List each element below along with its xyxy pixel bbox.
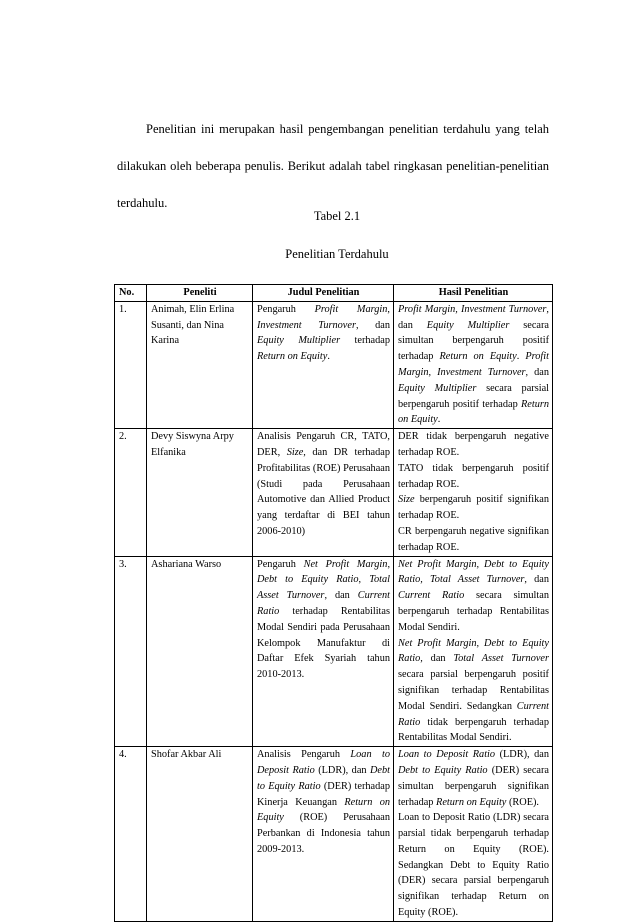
header-peneliti: Peneliti: [147, 285, 253, 302]
table-title: Penelitian Terdahulu: [285, 247, 389, 261]
cell-hasil: Profit Margin, Investment Turnover, dan Equity Multiplier secara simultan berpengaruh positif terhadap Return on Equity. Profit Margin, Investment Turnover, dan Equity Multiplier secara parsial berpengaruh positif terhadap Return on Equity.: [394, 301, 553, 428]
table-row: [115, 301, 553, 428]
cell-judul: Analisis Pengaruh Loan to Deposit Ratio (LDR), dan Debt to Equity Ratio (DER) terhadap Kinerja Keuangan Return on Equity (ROE) Perusahaan Perbankan di Indonesia tahun 2009-2013.: [253, 747, 394, 922]
table-row: [115, 556, 553, 747]
header-judul: Judul Penelitian: [253, 285, 394, 302]
cell-peneliti: Ashariana Warso: [147, 556, 253, 747]
research-table: [114, 284, 553, 922]
header-no: No.: [115, 285, 147, 302]
cell-hasil: Net Profit Margin, Debt to Equity Ratio, Total Asset Turnover, dan Current Ratio secara simultan berpengaruh terhadap Rentabilitas Modal Sendiri. Net Profit Margin, Debt to Equity Ratio, dan Total Asset Turnover secara parsial berpengaruh positif signifikan terhadap Rentabilitas Modal Sendiri. Sedangkan Current Ratio tidak berpengaruh terhadap Rentabilitas Modal Sendiri.: [394, 556, 553, 747]
cell-no: 2.: [115, 429, 147, 556]
cell-judul: Pengaruh Net Profit Margin, Debt to Equity Ratio, Total Asset Turnover, dan Current Ratio terhadap Rentabilitas Modal Sendiri pada Perusahaan Kelompok Manufaktur di Daftar Efek Syariah tahun 2010-2013.: [253, 556, 394, 747]
table-label: Tabel 2.1: [313, 209, 361, 223]
intro-text: Penelitian ini merupakan hasil pengembangan penelitian terdahulu yang telah dilakukan oleh beberapa penulis. Berikut adalah tabel ringkasan penelitian-penelitian terdahulu.: [117, 122, 549, 210]
cell-peneliti: Shofar Akbar Ali: [147, 747, 253, 922]
intro-paragraph: [117, 111, 549, 222]
cell-hasil: DER tidak berpengaruh negative terhadap ROE. TATO tidak berpengaruh positif terhadap ROE. Size berpengaruh positif signifikan terhadap ROE. CR berpengaruh negative signifikan terhadap ROE.: [394, 429, 553, 556]
table-row: [115, 747, 553, 922]
cell-no: 1.: [115, 301, 147, 428]
cell-peneliti: Devy Siswyna Arpy Elfanika: [147, 429, 253, 556]
header-hasil: Hasil Penelitian: [394, 285, 553, 302]
table-row: [115, 429, 553, 556]
cell-judul: Pengaruh Profit Margin, Investment Turnover, dan Equity Multiplier terhadap Return on Equity.: [253, 301, 394, 428]
cell-no: 4.: [115, 747, 147, 922]
cell-no: 3.: [115, 556, 147, 747]
cell-judul: Analisis Pengaruh CR, TATO, DER, Size, dan DR terhadap Profitabilitas (ROE) Perusahaan (Studi pada Perusahaan Automotive dan Allied Product yang terdaftar di BEI tahun 2006-2010): [253, 429, 394, 556]
cell-hasil: Loan to Deposit Ratio (LDR), dan Debt to Equity Ratio (DER) secara simultan berpengaruh signifikan terhadap Return on Equity (ROE). Loan to Deposit Ratio (LDR) secara parsial tidak berpengaruh terhadap Return on Equity (ROE). Sedangkan Debt to Equity Ratio (DER) secara parsial berpengaruh signifikan terhadap Return on Equity (ROE).: [394, 747, 553, 922]
table-header-row: [115, 285, 553, 302]
cell-peneliti: Animah, Elin Erlina Susanti, dan Nina Karina: [147, 301, 253, 428]
